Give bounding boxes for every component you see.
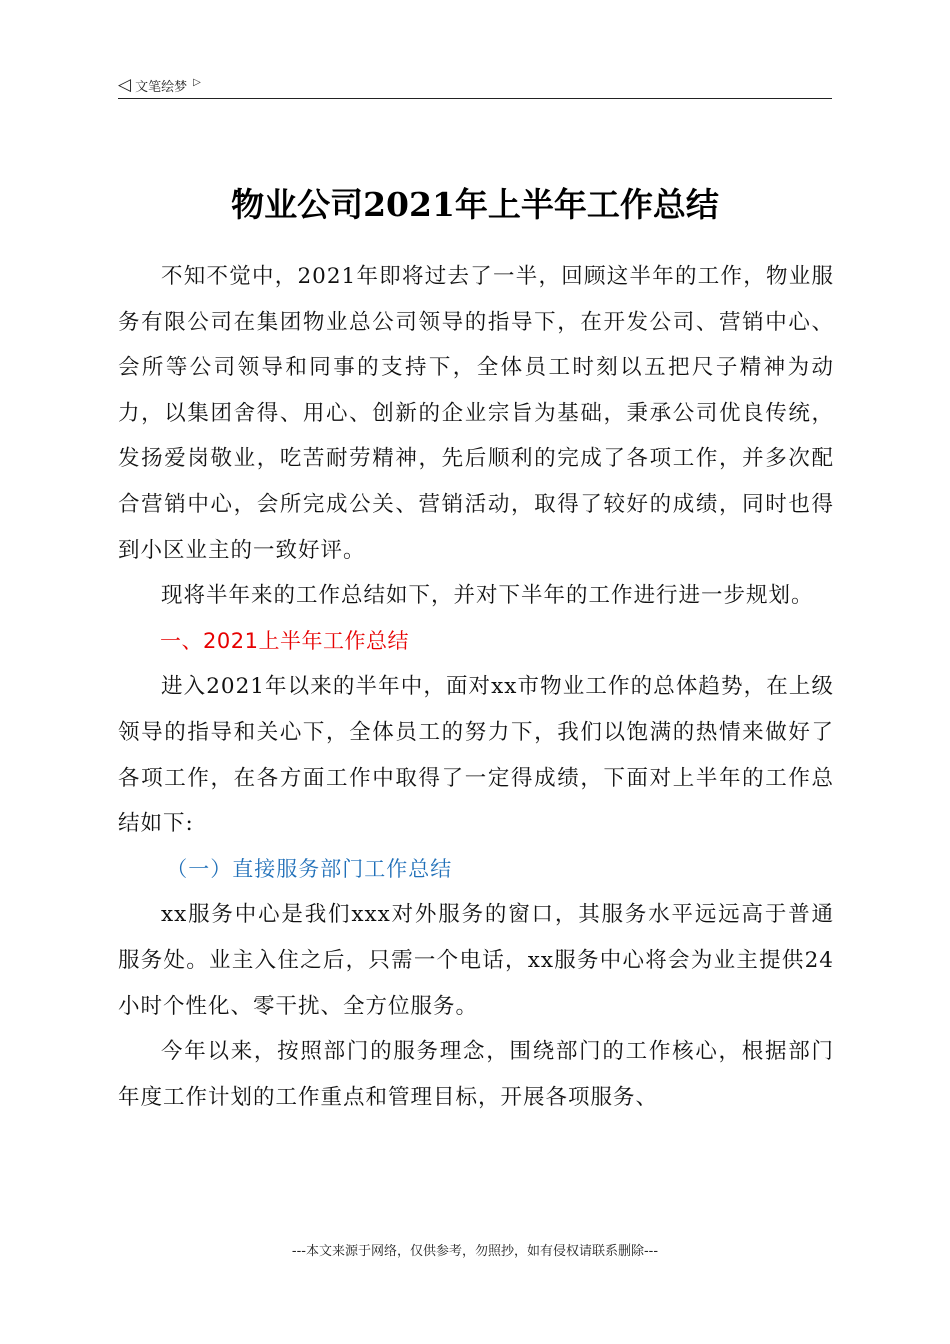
paragraph-service-center: xx服务中心是我们xxx对外服务的窗口，其服务水平远远高于普通服务处。业主入住之后，只需一个电话，xx服务中心将会为业主提供24小时个性化、零干扰、全方位服务。 bbox=[118, 902, 834, 1019]
paragraph-intro: 不知不觉中，2021年即将过去了一半，回顾这半年的工作，物业服务有限公司在集团物业总公司领导的指导下，在开发公司、营销中心、会所等公司领导和同事的支持下，全体员工时刻以五把尺子精神为动力，以集团舍得、用心、创新的企业宗旨为基础，秉承公司优良传统，发扬爱岗敬业，吃苦耐劳精神，先后顺利的完成了各项工作，并多次配合营销中心，会所完成公关、营销活动，取得了较好的成绩，同时也得到小区业主的一致好评。 bbox=[118, 264, 834, 563]
document-body bbox=[118, 254, 834, 1120]
brand-name: 文笔绘梦 bbox=[135, 80, 188, 95]
paragraph-this-year: 今年以来，按照部门的服务理念，围绕部门的工作核心，根据部门年度工作计划的工作重点和管理目标，开展各项服务、 bbox=[118, 1039, 834, 1110]
footer-note: ---本文来源于网络，仅供参考，勿照抄，如有侵权请联系删除--- bbox=[291, 1244, 659, 1259]
paragraph-overview: 进入2021年以来的半年中，面对xx市物业工作的总体趋势，在上级领导的指导和关心下，全体员工的努力下，我们以饱满的热情来做好了各项工作，在各方面工作中取得了一定得成绩，下面对上半年的工作总结如下: bbox=[118, 674, 834, 837]
triangle-right-icon: ▷ bbox=[193, 76, 201, 88]
header-brand bbox=[118, 76, 201, 95]
subsection-heading-1: （一）直接服务部门工作总结 bbox=[166, 856, 453, 881]
section-heading-1: 一、2021上半年工作总结 bbox=[160, 628, 409, 653]
page-header bbox=[118, 74, 832, 99]
paragraph-plan: 现将半年来的工作总结如下，并对下半年的工作进行进一步规划。 bbox=[161, 583, 814, 609]
document-title: 物业公司2021年上半年工作总结 bbox=[231, 185, 719, 224]
triangle-left-icon: ◁ bbox=[118, 75, 132, 95]
